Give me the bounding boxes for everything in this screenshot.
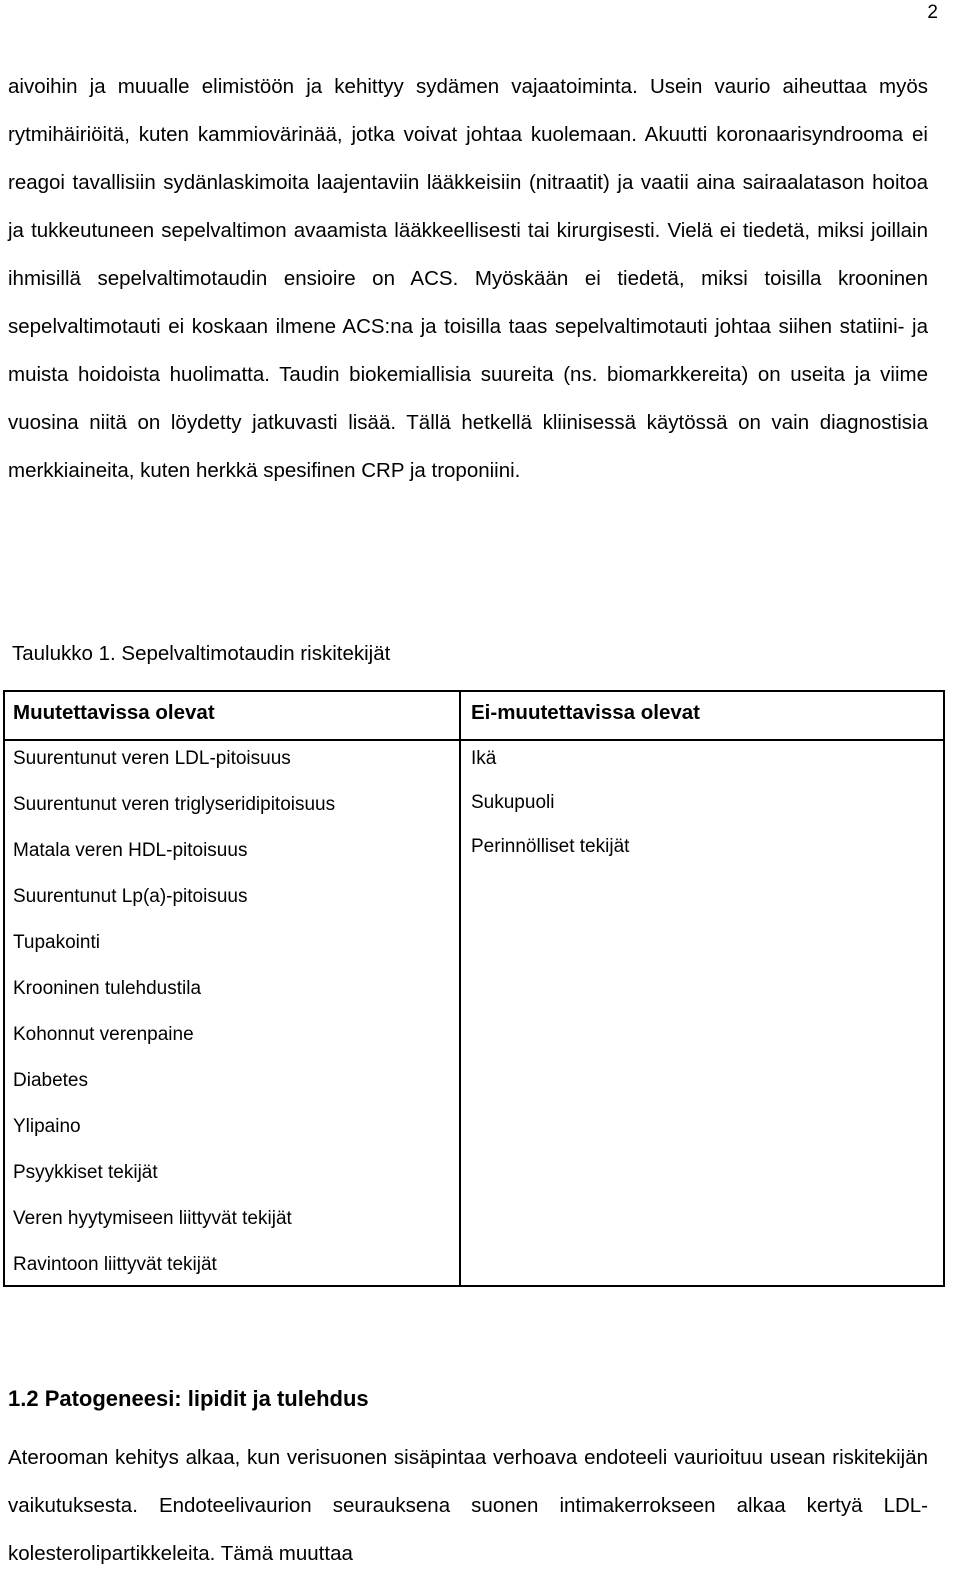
table-caption: Taulukko 1. Sepelvaltimotaudin riskitekijät: [12, 642, 391, 665]
modifiable-column: [13, 692, 453, 1291]
list-item: Matala veren HDL-pitoisuus: [13, 840, 248, 861]
modifiable-header: Muutettavissa olevat: [13, 701, 215, 724]
risk-factor-table: [3, 690, 945, 1287]
list-item: Suurentunut veren LDL-pitoisuus: [13, 748, 291, 769]
body-paragraph: aivoihin ja muualle elimistöön ja kehittyy sydämen vajaatoiminta. Usein vaurio aiheuttaa myös rytmihäiriöitä, kuten kammiovärinää, jotka voivat johtaa kuolemaan. Akuutti koronaarisyndrooma ei reagoi tavallisiin sydänlaskimoita laajentaviin lääkkeisiin (nitraatit) ja vaatii aina sairaalatason hoitoa ja tukkeutuneen sepelvaltimon avaamista lääkkeellisesti tai kirurgisesti. Vielä ei tiedetä, miksi joillain ihmisillä sepelvaltimotaudin ensioire on ACS. Myöskään ei tiedetä, miksi toisilla krooninen sepelvaltimotauti ei koskaan ilmene ACS:na ja toisilla taas sepelvaltimotauti johtaa siihen statiini- ja muista hoidoista huolimatta. Taudin biokemiallisia suureita (ns. biomarkkereita) on useita ja viime vuosina niitä on löydetty jatkuvasti lisää. Tällä hetkellä kliinisessä käytössä on vain diagnostisia merkkiaineita, kuten herkkä spesifinen CRP ja troponiini.: [8, 75, 928, 482]
modifiable-list: [13, 739, 453, 1291]
page-number: 2: [927, 2, 938, 23]
list-item: Ylipaino: [13, 1116, 81, 1137]
non-modifiable-list: [471, 739, 931, 871]
list-item: Tupakointi: [13, 932, 100, 953]
list-item: Krooninen tulehdustila: [13, 978, 202, 999]
list-item: Kohonnut verenpaine: [13, 1024, 194, 1045]
list-item: Ikä: [471, 748, 497, 769]
list-item: Suurentunut veren triglyseridipitoisuus: [13, 794, 336, 815]
list-item: Veren hyytymiseen liittyvät tekijät: [13, 1208, 292, 1229]
body-paragraph: Aterooman kehitys alkaa, kun verisuonen sisäpintaa verhoava endoteeli vaurioituu usean riskitekijän vaikutuksesta. Endoteelivaurion seurauksena suonen intimakerrokseen alkaa kertyä LDL-kolesterolipartikkeleita. Tämä muuttaa: [8, 1446, 928, 1565]
list-item: Sukupuoli: [471, 792, 555, 813]
table-column-divider: [459, 692, 461, 1285]
list-item: Ravintoon liittyvät tekijät: [13, 1254, 217, 1275]
non-modifiable-column: [471, 692, 931, 871]
section-heading: 1.2 Patogeneesi: lipidit ja tulehdus: [8, 1386, 369, 1411]
list-item: Psyykkiset tekijät: [13, 1162, 158, 1183]
non-modifiable-header: Ei-muutettavissa olevat: [471, 701, 700, 724]
list-item: Suurentunut Lp(a)-pitoisuus: [13, 886, 248, 907]
list-item: Perinnölliset tekijät: [471, 836, 630, 857]
list-item: Diabetes: [13, 1070, 88, 1091]
